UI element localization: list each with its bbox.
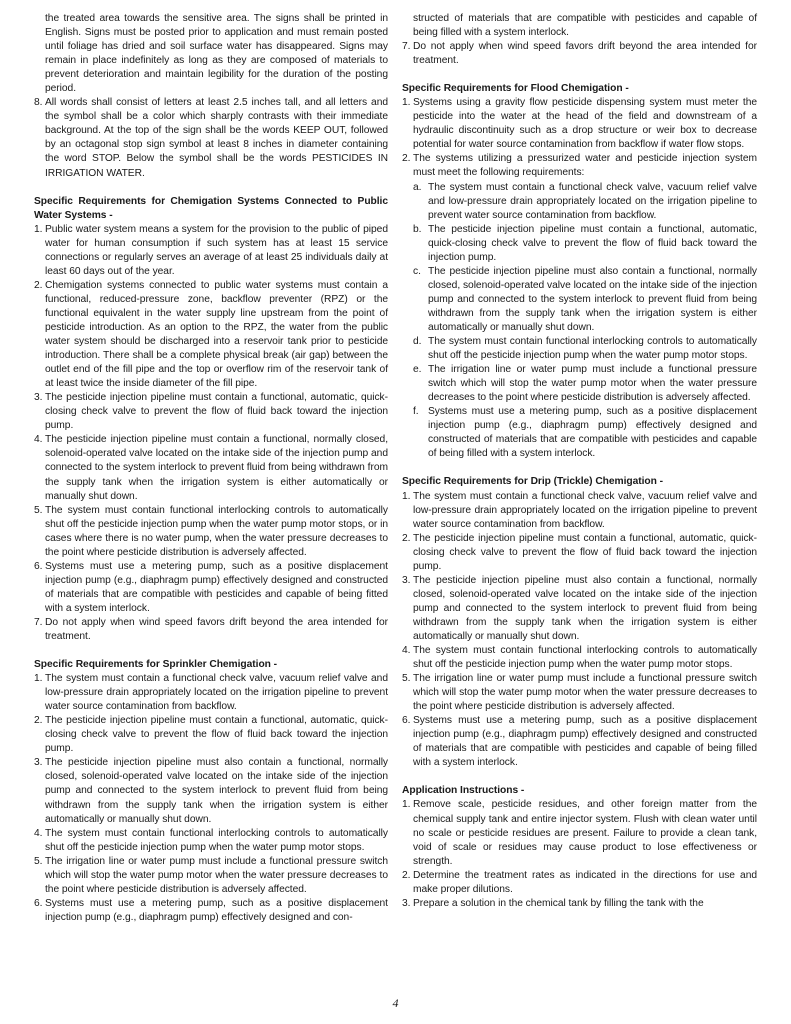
list-item xyxy=(34,855,388,897)
item-text: The system must contain a functional check valve, vacuum relief valve and low-pressure drain appropriately located on the irrigation pipeline to prevent water source contamination from backflow. xyxy=(45,673,388,713)
item-number: 2. xyxy=(402,869,411,881)
item-text: The irrigation line or water pump must include a functional pressure switch which will stop the water pump motor when the water pressure decreases to the point where pesticide distribution is adversely affected. xyxy=(428,364,757,404)
page-number: 4 xyxy=(392,996,399,1010)
item-number: 4. xyxy=(402,645,411,657)
item-text: The system must contain a functional check valve, vacuum relief valve and low-pressure drain appropriately located on the irrigation pipeline to prevent water source contamination from backflow. xyxy=(428,181,757,221)
sub-list-item xyxy=(413,405,757,461)
right-column xyxy=(402,12,757,911)
item-number: 1. xyxy=(34,673,43,685)
item-text: The pesticide injection pipeline must contain a functional, automatic, quick-closing check valve to prevent the flow of fluid back toward the injection pump. xyxy=(428,223,757,263)
item-text: The pesticide injection pipeline must also contain a functional, normally closed, solenoid-operated valve located on the intake side of the injection pump and connected to the system interlock to prevent fluid from being withdrawn from the supply tank when the irrigation system is either automatically or manually shut down. xyxy=(45,757,388,825)
list-item xyxy=(402,152,757,180)
list-item-7 xyxy=(402,40,757,68)
item-text: The pesticide injection pipeline must contain a functional, automatic, quick-closing check valve to prevent the flow of fluid back toward the injection pump. xyxy=(45,715,388,755)
item-text: Do not apply when wind speed favors drift beyond the area intended for treatment. xyxy=(45,616,388,643)
item-number: 1. xyxy=(402,490,411,502)
item-letter: c. xyxy=(413,265,421,277)
public-water-list xyxy=(34,223,388,644)
item-number: 2. xyxy=(402,532,411,544)
flood-list xyxy=(402,96,757,461)
item-number: 5. xyxy=(34,504,43,516)
item-text: The pesticide injection pipeline must contain a functional, automatic, quick-closing check valve to prevent the flow of fluid back toward the injection pump. xyxy=(413,532,757,572)
item-text: The pesticide injection pipeline must also contain a functional, normally closed, solenoid-operated valve located on the intake side of the injection pump and connected to the system interlock to prevent fluid from being withdrawn from the supply tank when the irrigation system is either automatically or manually shut down. xyxy=(413,574,757,642)
item-number: 1. xyxy=(34,223,43,235)
item-number: 4. xyxy=(34,434,43,446)
item-text: Chemigation systems connected to public water systems must contain a functional, reduced-pressure zone, backflow preventer (RPZ) or the functional equivalent in the water supply line upstream from the point of pesticide introduction. As an option to the RPZ, the water from the public water system should be discharged into a reservoir tank prior to pesticide introduction. There shall be a complete physical break (air gap) between the outlet end of the fill pipe and the top or overflow rim of the reservoir tank of at least twice the inside diameter of the fill pipe. xyxy=(45,279,388,390)
list-item xyxy=(402,490,757,532)
list-item xyxy=(402,96,757,152)
item-number: 4. xyxy=(34,827,43,839)
item-text: The irrigation line or water pump must include a functional pressure switch which will stop the water pump motor when the water pressure decreases to the point where pesticide distribution is adversely affected. xyxy=(413,673,757,713)
item-text: The system must contain functional interlocking controls to automatically shut off the pesticide injection pump when the water pump motor stops. xyxy=(428,336,757,362)
item-text: Systems must use a metering pump, such as a positive displacement injection pump (e.g., diaphragm pump) effectively designed and con- xyxy=(45,897,388,923)
sub-list-item xyxy=(413,223,757,265)
list-item xyxy=(402,574,757,644)
sub-list-item xyxy=(413,181,757,223)
item-letter: e. xyxy=(413,364,422,376)
item-text: The system must contain functional interlocking controls to automatically shut off the pesticide injection pump when the water pump motor stops. xyxy=(413,645,757,671)
sub-list-item xyxy=(413,265,757,335)
item-text: Systems using a gravity flow pesticide dispensing system must meter the pesticide into the water at the head of the field and downstream of a hydraulic discontinuity such as a drop structure or weir box to decrease potential for water source contamination from backflow if water flow stops. xyxy=(413,97,757,151)
item-text: Public water system means a system for the provision to the public of piped water for human consumption if such system has at least 15 service connections or regularly serves an average of at least 25 individuals daily at least 60 days out of the year. xyxy=(45,223,388,277)
item-text: The system must contain a functional check valve, vacuum relief valve and low-pressure drain appropriately located on the irrigation pipeline to prevent water source contamination from backflow. xyxy=(413,490,757,530)
item-text: Determine the treatment rates as indicated in the directions for use and make proper dilutions. xyxy=(413,869,757,895)
list-item xyxy=(34,560,388,616)
item-number: 1. xyxy=(402,799,411,811)
item-text: All words shall consist of letters at least 2.5 inches tall, and all letters and the symbol shall be a color which sharply contrasts with their immediate background. At the top of the sign shall be the words KEEP OUT, followed by an octagonal stop sign symbol at least 8 inches in diameter containing the word STOP. Below the symbol shall be the words PESTICIDES IN IRRIGATION WATER. xyxy=(45,97,388,179)
list-item xyxy=(402,532,757,574)
list-item xyxy=(34,897,388,925)
item-text: The pesticide injection pipeline must contain a functional, automatic, quick-closing check valve to prevent the flow of fluid back toward the injection pump. xyxy=(45,392,388,432)
item-number: 3. xyxy=(34,392,43,404)
item-number: 1. xyxy=(402,97,411,109)
item-number: 5. xyxy=(34,855,43,867)
list-item xyxy=(402,714,757,770)
item-number: 2. xyxy=(402,153,411,165)
item-number: 7. xyxy=(402,41,411,53)
sub-list-item xyxy=(413,335,757,363)
list-item xyxy=(402,869,757,897)
section-heading-sprinkler: Specific Requirements for Sprinkler Chemigation - xyxy=(34,659,278,671)
item-number: 2. xyxy=(34,715,43,727)
list-item xyxy=(34,827,388,855)
item-text: The system must contain functional interlocking controls to automatically shut off the pesticide injection pump when the water pump motor stops. xyxy=(45,827,388,853)
item-letter: b. xyxy=(413,223,422,235)
list-item xyxy=(34,714,388,756)
item-number: 3. xyxy=(402,897,411,909)
item-number: 8. xyxy=(34,97,43,109)
item-number: 3. xyxy=(402,574,411,586)
list-item xyxy=(34,616,388,644)
sub-list-item xyxy=(413,363,757,405)
item-letter: d. xyxy=(413,336,422,348)
list-item xyxy=(402,798,757,868)
item-number: 6. xyxy=(402,715,411,727)
item-text: The systems utilizing a pressurized water and pesticide injection system must meet the following requirements: xyxy=(413,153,757,179)
item-text: The pesticide injection pipeline must contain a functional, normally closed, solenoid-operated valve located on the intake side of the injection pump and connected to the system interlock to prevent fluid from being withdrawn from the supply tank when the irrigation system is either automatically or manually shut down. xyxy=(45,434,388,502)
list-item xyxy=(34,223,388,279)
list-item xyxy=(402,644,757,672)
item-text: The irrigation line or water pump must include a functional pressure switch which will stop the water pump motor when the water pressure decreases to the point where pesticide distribution is adversely affected. xyxy=(45,855,388,895)
item-text: Remove scale, pesticide residues, and other foreign matter from the chemical supply tank and entire injector system. Flush with clean water until no scale or pesticide residues are present. Failure to provide a clean tank, void of scale or residues may cause product to lose effectiveness or strength. xyxy=(413,799,757,867)
item-number: 3. xyxy=(34,757,43,769)
item-text: Systems must use a metering pump, such as a positive displacement injection pump (e.g., diaphragm pump) effectively designed and constructed of materials that are compatible with pesticides and capable of being filled with a system interlock. xyxy=(428,406,757,460)
section-heading-flood: Specific Requirements for Flood Chemigation - xyxy=(402,83,629,95)
item-number: 6. xyxy=(34,897,43,909)
item-number: 7. xyxy=(34,616,43,628)
continued-paragraph: structed of materials that are compatible with pesticides and capable of being filled with a system interlock. xyxy=(413,13,757,39)
section-heading-drip: Specific Requirements for Drip (Trickle) Chemigation - xyxy=(402,476,664,488)
application-list xyxy=(402,798,757,910)
item-text: Prepare a solution in the chemical tank by filling the tank with the xyxy=(413,897,704,909)
list-item-8 xyxy=(34,96,388,180)
drip-list xyxy=(402,490,757,771)
item-number: 2. xyxy=(34,279,43,291)
item-text: Do not apply when wind speed favors drift beyond the area intended for treatment. xyxy=(413,41,757,67)
list-item xyxy=(402,672,757,714)
sprinkler-list xyxy=(34,672,388,925)
list-item xyxy=(34,433,388,503)
list-item xyxy=(34,391,388,433)
item-number: 5. xyxy=(402,673,411,685)
list-item xyxy=(34,504,388,560)
item-letter: f. xyxy=(413,406,419,418)
list-item xyxy=(34,756,388,826)
section-heading-public-water: Specific Requirements for Chemigation Systems Connected to Public Water Systems - xyxy=(34,195,388,221)
item-text: Systems must use a metering pump, such as a positive displacement injection pump (e.g., diaphragm pump) effectively designed and constructed of materials that are compatible with pesticides and capable of being fitted with a system interlock. xyxy=(45,560,388,614)
item-number: 6. xyxy=(34,560,43,572)
flood-sublist xyxy=(402,181,757,462)
list-item xyxy=(402,897,757,911)
continued-paragraph: the treated area towards the sensitive area. The signs shall be printed in English. Signs must be posted prior to application and must remain posted until foliage has dried and soil surface water has disappeared. Signs may remain in place indefinitely as long as they are composed of materials to prevent deterioration and maintain legibility for the duration of the posting period. xyxy=(45,13,388,95)
item-text: The system must contain functional interlocking controls to automatically shut off the pesticide injection pump when the water pump motor stops, or in cases where there is no water pump, when the water pressure decreases to the point where pesticide distribution is adversely affected. xyxy=(45,504,388,558)
item-text: The pesticide injection pipeline must also contain a functional, normally closed, solenoid-operated valve located on the intake side of the injection pump and connected to the system interlock to prevent fluid from being withdrawn from the supply tank when the irrigation system is either automatically or manually shut down. xyxy=(428,265,757,333)
item-letter: a. xyxy=(413,181,422,193)
list-item xyxy=(34,672,388,714)
section-heading-application: Application Instructions - xyxy=(402,785,525,797)
list-item xyxy=(34,279,388,391)
item-text: Systems must use a metering pump, such as a positive displacement injection pump (e.g., diaphragm pump) effectively designed and constructed of materials that are compatible with pesticides and capable of being filled with a system interlock. xyxy=(413,715,757,769)
left-column xyxy=(34,12,388,925)
